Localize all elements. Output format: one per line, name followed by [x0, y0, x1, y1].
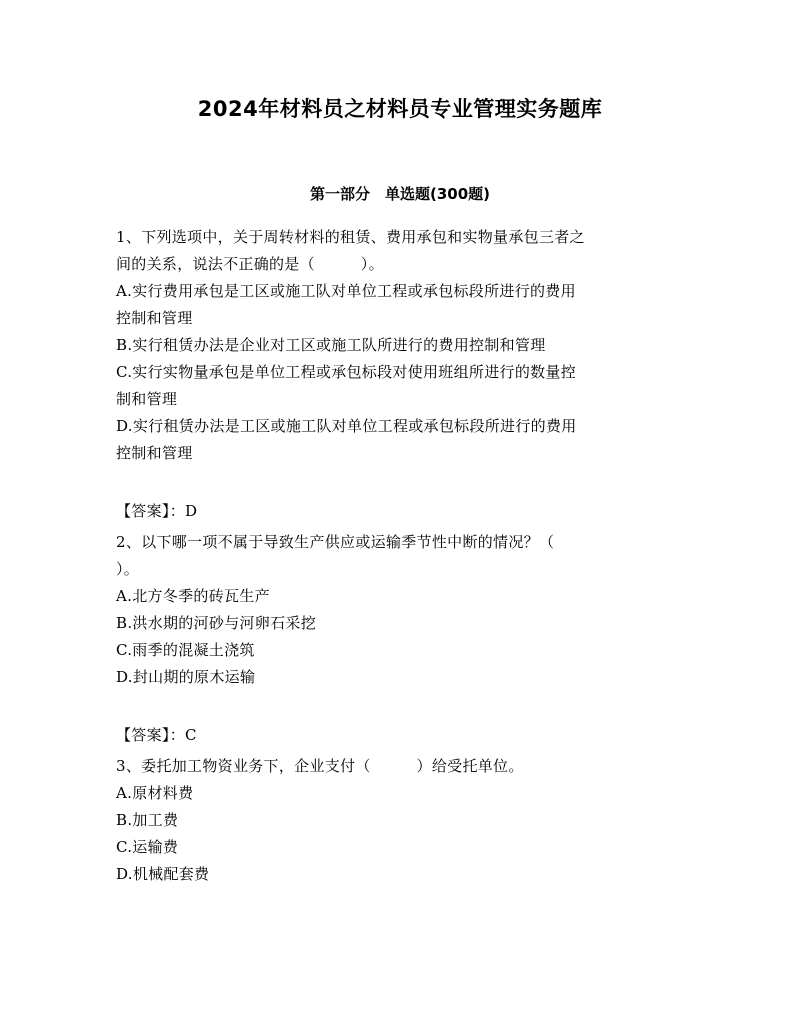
- answer-line: 【答案】：D: [116, 502, 198, 520]
- option-a: A.实行费用承包是工区或施工队对单位工程或承包标段所进行的费用: [116, 282, 576, 300]
- question-block: [116, 529, 686, 753]
- question-stem-line: 间的关系，说法不正确的是（ ）。: [116, 255, 384, 273]
- spacer: [116, 691, 686, 718]
- question-stem-line: ）。: [116, 560, 140, 578]
- option-c: C.雨季的混凝土浇筑: [116, 641, 255, 659]
- option-a: A.北方冬季的砖瓦生产: [116, 587, 270, 605]
- option-c: C.实行实物量承包是单位工程或承包标段对使用班组所进行的数量控: [116, 363, 577, 381]
- section-title: 第一部分 单选题(300题): [309, 185, 491, 203]
- option-b: B.洪水期的河砂与河卵石采挖: [116, 614, 316, 632]
- question-list: [116, 224, 686, 888]
- question-stem-line: 1、下列选项中，关于周转材料的租赁、费用承包和实物量承包三者之: [116, 228, 585, 246]
- option-c: C.运输费: [116, 838, 179, 856]
- answer-line: 【答案】：C: [116, 726, 197, 744]
- question-stem-line: 3、委托加工物资业务下，企业支付（ ）给受托单位。: [116, 757, 524, 775]
- option-d: D.实行租赁办法是工区或施工队对单位工程或承包标段所进行的费用: [116, 417, 577, 435]
- option-a: A.原材料费: [116, 784, 194, 802]
- question-stem-line: 2、以下哪一项不属于导致生产供应或运输季节性中断的情况？（: [116, 533, 555, 551]
- option-d-continued: 控制和管理: [116, 444, 193, 462]
- option-a-continued: 控制和管理: [116, 309, 193, 327]
- option-d: D.机械配套费: [116, 865, 210, 883]
- option-b: B.加工费: [116, 811, 179, 829]
- spacer: [116, 467, 686, 494]
- document-title: 2024年材料员之材料员专业管理实务题库: [197, 97, 603, 121]
- option-b: B.实行租赁办法是企业对工区或施工队所进行的费用控制和管理: [116, 336, 546, 354]
- option-d: D.封山期的原木运输: [116, 668, 256, 686]
- question-block: [116, 224, 686, 529]
- question-block: [116, 753, 686, 888]
- option-c-continued: 制和管理: [116, 390, 178, 408]
